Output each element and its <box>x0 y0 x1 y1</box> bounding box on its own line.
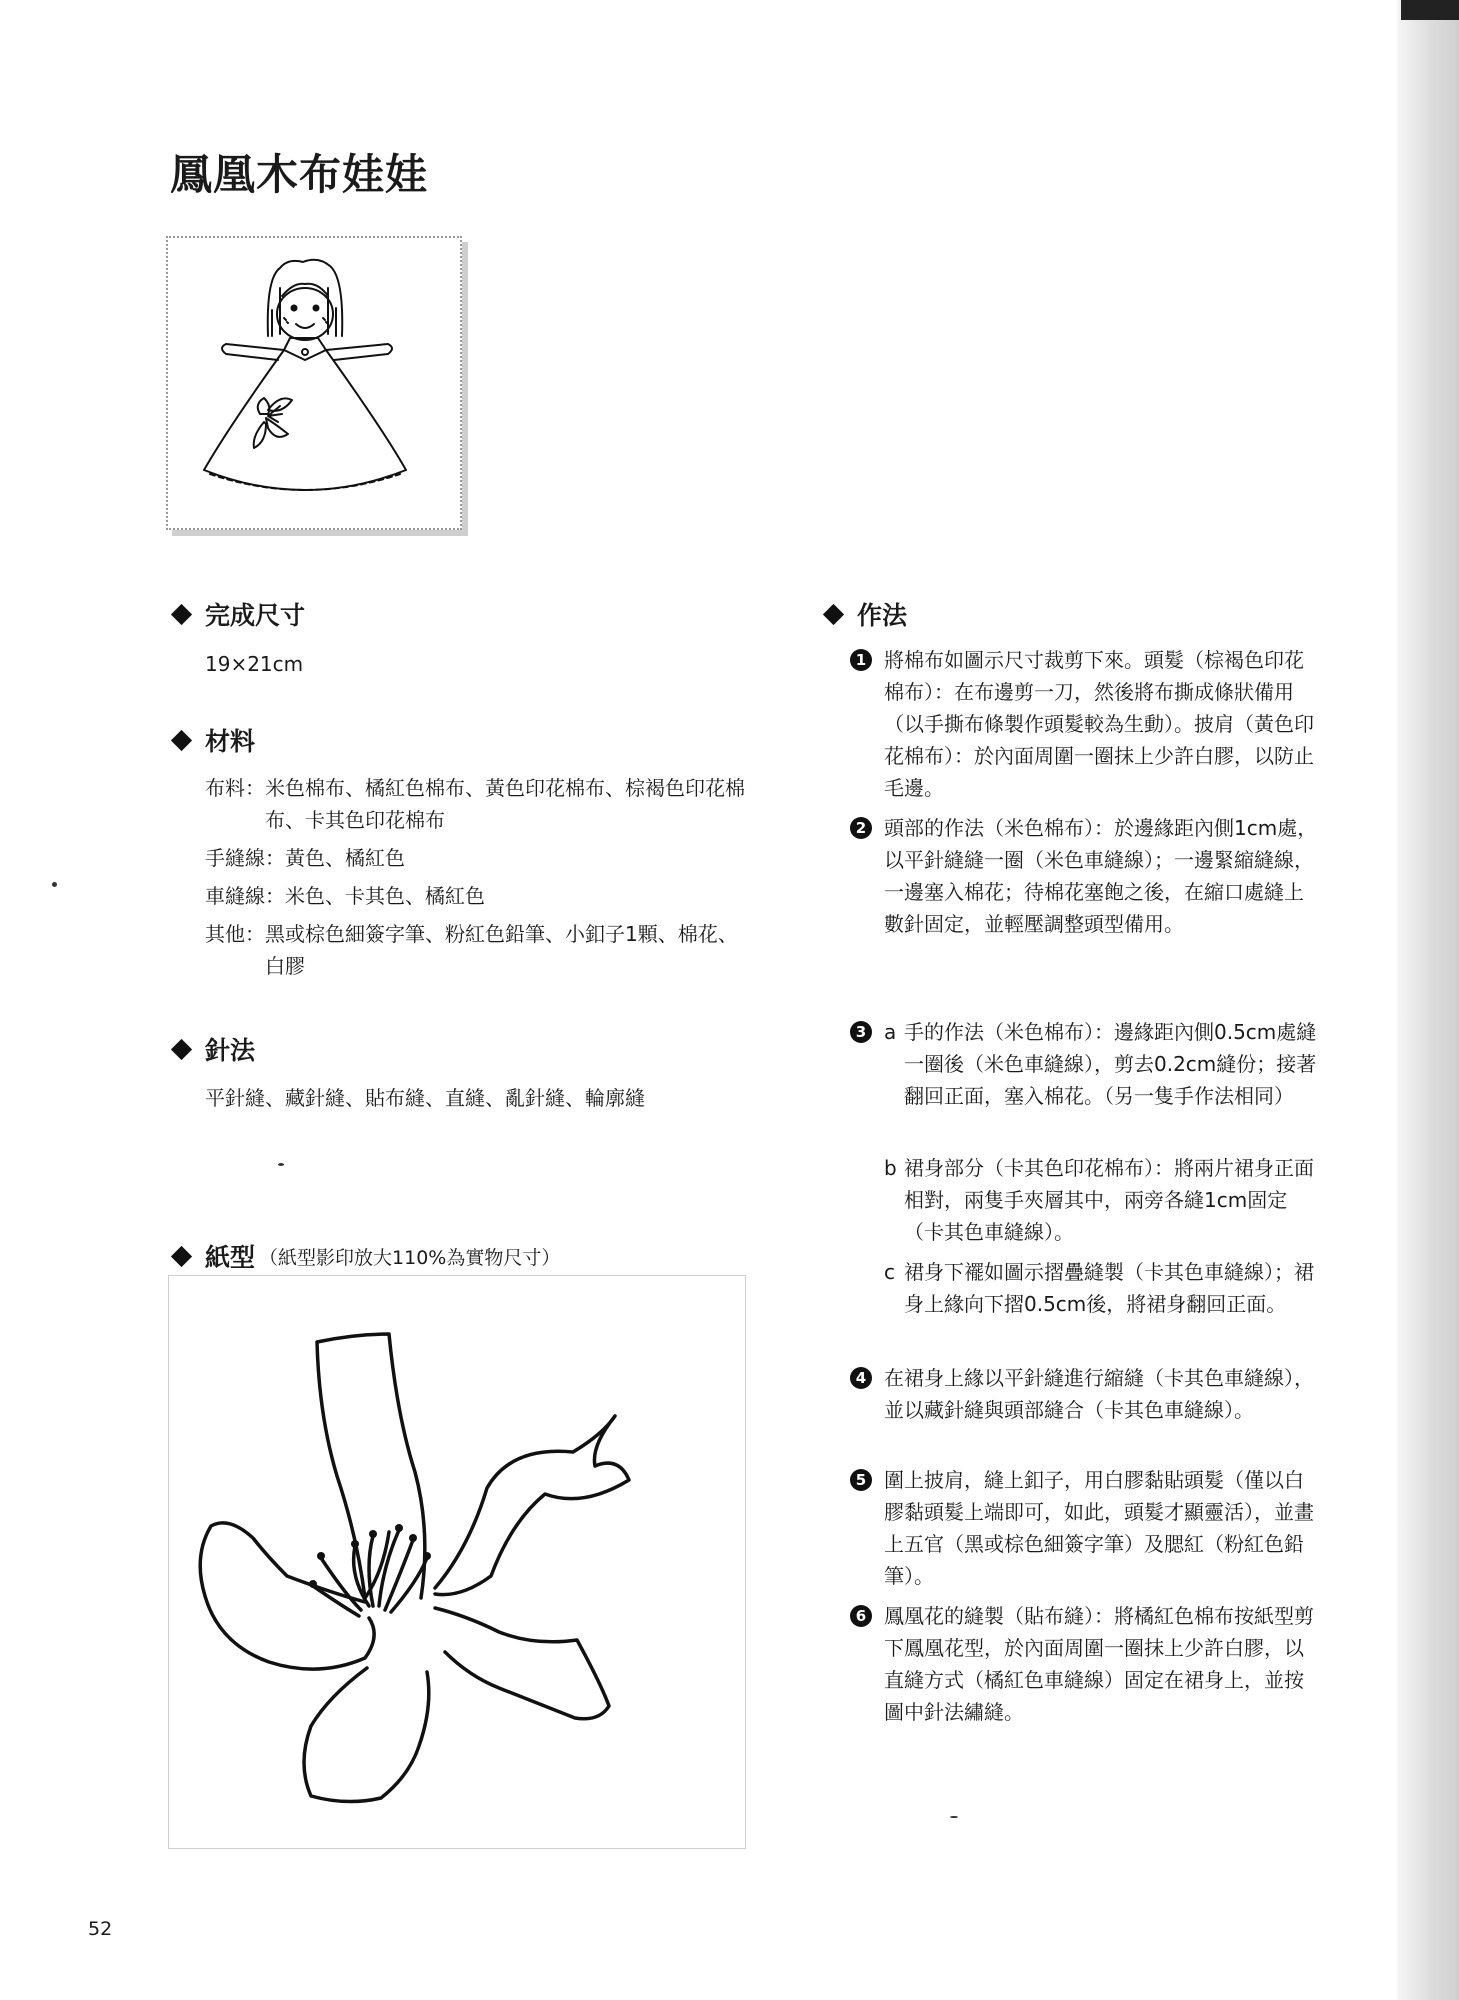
circled-number-icon: 6 <box>850 1605 872 1627</box>
doll-illustration <box>168 238 460 528</box>
materials-list <box>205 772 745 988</box>
materials-heading-text: 材料 <box>205 727 256 756</box>
circled-number-icon: 1 <box>850 649 872 671</box>
section-heading-pattern <box>170 1238 560 1274</box>
step-6 <box>850 1600 1320 1728</box>
section-heading-method <box>822 596 907 632</box>
step-3b <box>884 1152 1320 1248</box>
material-label: 布料： <box>205 776 265 800</box>
sub-step-text: 手的作法（米色棉布）：邊緣距內側0.5cm處縫一圈後（米色車縫線），剪去0.2cm縫份；接著翻回正面，塞入棉花。（另一隻手作法相同） <box>904 1020 1317 1108</box>
flower-pattern-frame <box>168 1275 746 1849</box>
scan-speck <box>278 1163 284 1166</box>
material-value: 黃色、橘紅色 <box>285 846 405 870</box>
pattern-heading-text: 紙型 <box>205 1243 256 1272</box>
flower-pattern-drawing <box>169 1276 745 1848</box>
material-item <box>205 772 745 836</box>
step-text: 圍上披肩，縫上釦子，用白膠黏貼頭髮（僅以白膠黏頭髮上端即可，如此，頭髮才顯靈活），並畫上五官（黑或棕色細簽字筆）及腮紅（粉紅色鉛筆）。 <box>884 1468 1314 1588</box>
section-heading-size <box>170 596 305 632</box>
sub-step-text: 裙身部分（卡其色印花棉布）：將兩片裙身正面相對，兩隻手夾層其中，兩旁各縫1cm固定（卡其色車縫線）。 <box>904 1156 1314 1244</box>
step-3c <box>884 1256 1320 1320</box>
size-value: 19×21cm <box>205 652 304 676</box>
step-4 <box>850 1362 1320 1426</box>
step-text: 頭部的作法（米色棉布）：於邊緣距內側1cm處，以平針縫縫一圈（米色車縫線）；一邊緊縮縫線，一邊塞入棉花；待棉花塞飽之後，在縮口處縫上數針固定，並輕壓調整頭型備用。 <box>884 816 1318 936</box>
doll-illustration-frame <box>166 236 462 530</box>
sub-step-text: 裙身下襬如圖示摺疊縫製（卡其色車縫線）；裙身上緣向下摺0.5cm後，將裙身翻回正面。 <box>904 1260 1314 1316</box>
scan-speck <box>52 882 57 887</box>
material-label: 其他： <box>205 922 265 946</box>
step-text: 將棉布如圖示尺寸裁剪下來。頭髮（棕褐色印花棉布）：在布邊剪一刀，然後將布撕成條狀備用（以手撕布條製作頭髮較為生動）。披肩（黃色印花棉布）：於內面周圍一圈抹上少許白膠，以防止毛邊。 <box>884 648 1314 800</box>
material-label: 車縫線： <box>205 884 285 908</box>
material-value: 黑或棕色細簽字筆、粉紅色鉛筆、小釦子1顆、棉花、白膠 <box>265 922 738 978</box>
material-value: 米色棉布、橘紅色棉布、黃色印花棉布、棕褐色印花棉布、卡其色印花棉布 <box>265 776 745 832</box>
material-item <box>205 880 745 912</box>
page-title: 鳳凰木布娃娃 <box>170 150 429 199</box>
material-item <box>205 842 745 874</box>
scan-speck <box>950 1816 958 1818</box>
page-number: 52 <box>88 1918 113 1940</box>
sub-step-letter: a <box>884 1020 897 1044</box>
diamond-bullet-icon <box>823 603 844 624</box>
circled-number-icon: 3 <box>850 1021 872 1043</box>
diamond-bullet-icon <box>171 603 192 624</box>
sub-step-letter: b <box>884 1156 897 1180</box>
step-text: 在裙身上緣以平針縫進行縮縫（卡其色車縫線），並以藏針縫與頭部縫合（卡其色車縫線）。 <box>884 1366 1314 1422</box>
stitches-heading-text: 針法 <box>205 1036 256 1065</box>
sub-step-letter: c <box>884 1260 895 1284</box>
method-heading-text: 作法 <box>857 601 908 630</box>
pattern-note: （紙型影印放大110%為實物尺寸） <box>259 1246 561 1269</box>
stitches-value: 平針縫、藏針縫、貼布縫、直縫、亂針縫、輪廓縫 <box>205 1086 645 1110</box>
page-edge-shadow <box>1397 0 1459 2000</box>
step-1 <box>850 644 1320 804</box>
circled-number-icon: 5 <box>850 1469 872 1491</box>
diamond-bullet-icon <box>171 1038 192 1059</box>
diamond-bullet-icon <box>171 1245 192 1266</box>
diamond-bullet-icon <box>171 729 192 750</box>
size-heading-text: 完成尺寸 <box>205 601 306 630</box>
material-item <box>205 918 745 982</box>
section-heading-materials <box>170 722 255 758</box>
step-5 <box>850 1464 1320 1592</box>
circled-number-icon: 2 <box>850 817 872 839</box>
scan-corner-mark <box>1401 0 1459 20</box>
material-label: 手縫線： <box>205 846 285 870</box>
circled-number-icon: 4 <box>850 1367 872 1389</box>
step-3a <box>884 1016 1320 1112</box>
step-3 <box>850 1016 1320 1356</box>
step-text: 鳳凰花的縫製（貼布縫）：將橘紅色棉布按紙型剪下鳳凰花型，於內面周圍一圈抹上少許白膠，以直縫方式（橘紅色車縫線）固定在裙身上，並按圖中針法繡縫。 <box>884 1604 1314 1724</box>
section-heading-stitches <box>170 1031 255 1067</box>
material-value: 米色、卡其色、橘紅色 <box>285 884 485 908</box>
step-2 <box>850 812 1320 940</box>
